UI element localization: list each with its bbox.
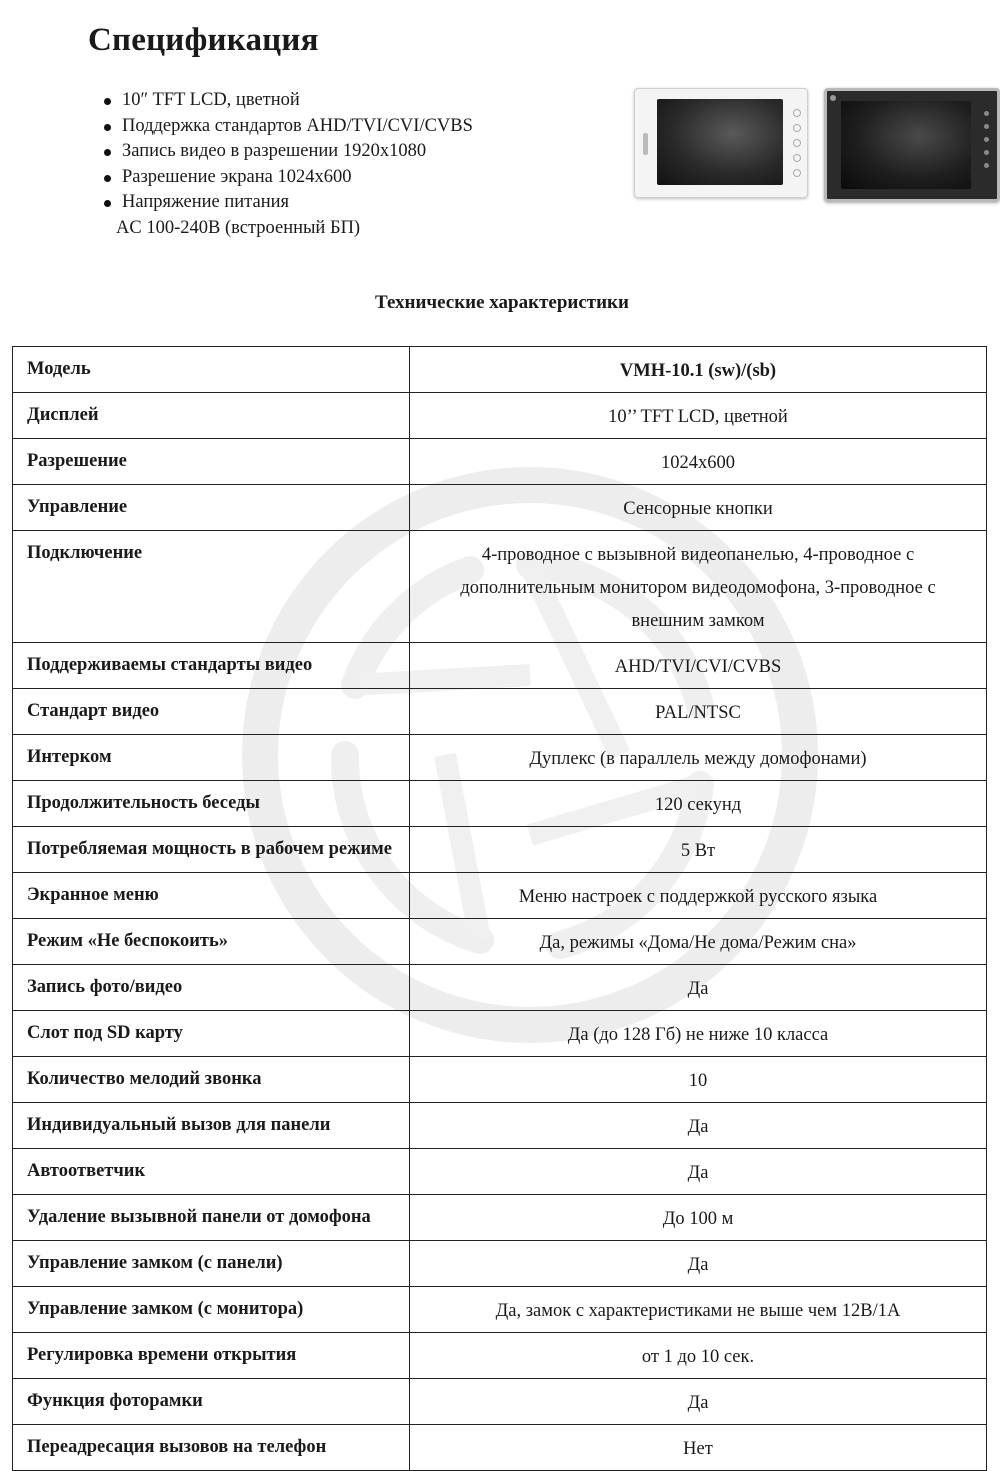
- spec-key: Автоответчик: [13, 1149, 410, 1195]
- spec-value: Дуплекс (в параллель между домофонами): [410, 735, 987, 781]
- table-row: [13, 965, 987, 1011]
- spec-value: 10’’ TFT LCD, цветной: [410, 393, 987, 439]
- section-heading: Технические характеристики: [375, 292, 629, 313]
- bullet-dot-icon: [104, 200, 111, 207]
- table-row: [13, 1149, 987, 1195]
- spec-value: AHD/TVI/CVI/CVBS: [410, 643, 987, 689]
- table-row: [13, 643, 987, 689]
- feature-list: [104, 88, 473, 241]
- spec-key: Модель: [13, 347, 410, 393]
- list-item: Напряжение питания: [104, 190, 473, 216]
- spec-value: До 100 м: [410, 1195, 987, 1241]
- table-row: [13, 1011, 987, 1057]
- list-item: 10″ TFT LCD, цветной: [104, 88, 473, 114]
- table-row: [13, 1379, 987, 1425]
- table-row: [13, 873, 987, 919]
- white-monitor-image: [634, 88, 808, 198]
- spec-value: Да: [410, 1149, 987, 1195]
- spec-key: Слот под SD карту: [13, 1011, 410, 1057]
- table-row: [13, 485, 987, 531]
- spec-value: VMH-10.1 (sw)/(sb): [410, 347, 987, 393]
- table-row: [13, 689, 987, 735]
- table-row: [13, 1241, 987, 1287]
- spec-key: Режим «Не беспокоить»: [13, 919, 410, 965]
- spec-key: Стандарт видео: [13, 689, 410, 735]
- spec-value: PAL/NTSC: [410, 689, 987, 735]
- bullet-dot-icon: [104, 124, 111, 131]
- spec-value: Да (до 128 Гб) не ниже 10 класса: [410, 1011, 987, 1057]
- spec-value: Да: [410, 1103, 987, 1149]
- black-monitor-image: [824, 88, 1000, 202]
- spec-key: Подключение: [13, 531, 410, 643]
- spec-key: Экранное меню: [13, 873, 410, 919]
- table-row: [13, 1333, 987, 1379]
- list-item-continuation: AC 100-240В (встроенный БП): [116, 217, 361, 238]
- monitor-screen: [657, 99, 783, 185]
- spec-key: Управление: [13, 485, 410, 531]
- spec-value: от 1 до 10 сек.: [410, 1333, 987, 1379]
- spec-table: [12, 346, 987, 1471]
- bullet-dot-icon: [104, 98, 111, 105]
- table-row: [13, 1103, 987, 1149]
- touch-buttons: [984, 111, 992, 176]
- spec-key: Функция фоторамки: [13, 1379, 410, 1425]
- spec-key: Дисплей: [13, 393, 410, 439]
- spec-key: Управление замком (с монитора): [13, 1287, 410, 1333]
- spec-key: Управление замком (с панели): [13, 1241, 410, 1287]
- spec-key: Разрешение: [13, 439, 410, 485]
- brand-logo-icon: [830, 95, 836, 101]
- table-row: [13, 347, 987, 393]
- table-row: [13, 1287, 987, 1333]
- table-row: [13, 827, 987, 873]
- spec-key: Регулировка времени открытия: [13, 1333, 410, 1379]
- list-item: Разрешение экрана 1024х600: [104, 165, 473, 191]
- table-row: [13, 919, 987, 965]
- touch-buttons: [793, 109, 801, 184]
- spec-value: 120 секунд: [410, 781, 987, 827]
- bullet-dot-icon: [104, 175, 111, 182]
- spec-key: Интерком: [13, 735, 410, 781]
- spec-key: Потребляемая мощность в рабочем режиме: [13, 827, 410, 873]
- table-row: [13, 1057, 987, 1103]
- table-row: [13, 1195, 987, 1241]
- spec-key: Индивидуальный вызов для панели: [13, 1103, 410, 1149]
- spec-value: 5 Вт: [410, 827, 987, 873]
- list-item: Запись видео в разрешении 1920х1080: [104, 139, 473, 165]
- page-title: Спецификация: [88, 22, 319, 58]
- spec-value: Да: [410, 965, 987, 1011]
- spec-value: Да, замок с характеристиками не выше чем 12В/1А: [410, 1287, 987, 1333]
- table-row: [13, 1425, 987, 1471]
- monitor-screen: [841, 101, 971, 189]
- table-row: [13, 781, 987, 827]
- spec-value: Меню настроек с поддержкой русского языка: [410, 873, 987, 919]
- spec-key: Количество мелодий звонка: [13, 1057, 410, 1103]
- table-row: [13, 735, 987, 781]
- table-row: [13, 531, 987, 643]
- table-row: [13, 393, 987, 439]
- list-item: Поддержка стандартов AHD/TVI/CVI/CVBS: [104, 114, 473, 140]
- spec-value: 1024x600: [410, 439, 987, 485]
- spec-key: Запись фото/видео: [13, 965, 410, 1011]
- speaker-grille: [643, 133, 648, 155]
- spec-value: Нет: [410, 1425, 987, 1471]
- spec-key: Поддерживаемы стандарты видео: [13, 643, 410, 689]
- spec-value: 10: [410, 1057, 987, 1103]
- spec-key: Переадресация вызовов на телефон: [13, 1425, 410, 1471]
- spec-key: Удаление вызывной панели от домофона: [13, 1195, 410, 1241]
- spec-value: Да, режимы «Дома/Не дома/Режим сна»: [410, 919, 987, 965]
- spec-value: 4-проводное с вызывной видеопанелью, 4-проводное с дополнительным монитором видеодомофона, 3-проводное с внешним замком: [410, 531, 987, 643]
- spec-value: Сенсорные кнопки: [410, 485, 987, 531]
- spec-key: Продолжительность беседы: [13, 781, 410, 827]
- spec-value: Да: [410, 1379, 987, 1425]
- table-row: [13, 439, 987, 485]
- bullet-dot-icon: [104, 149, 111, 156]
- spec-value: Да: [410, 1241, 987, 1287]
